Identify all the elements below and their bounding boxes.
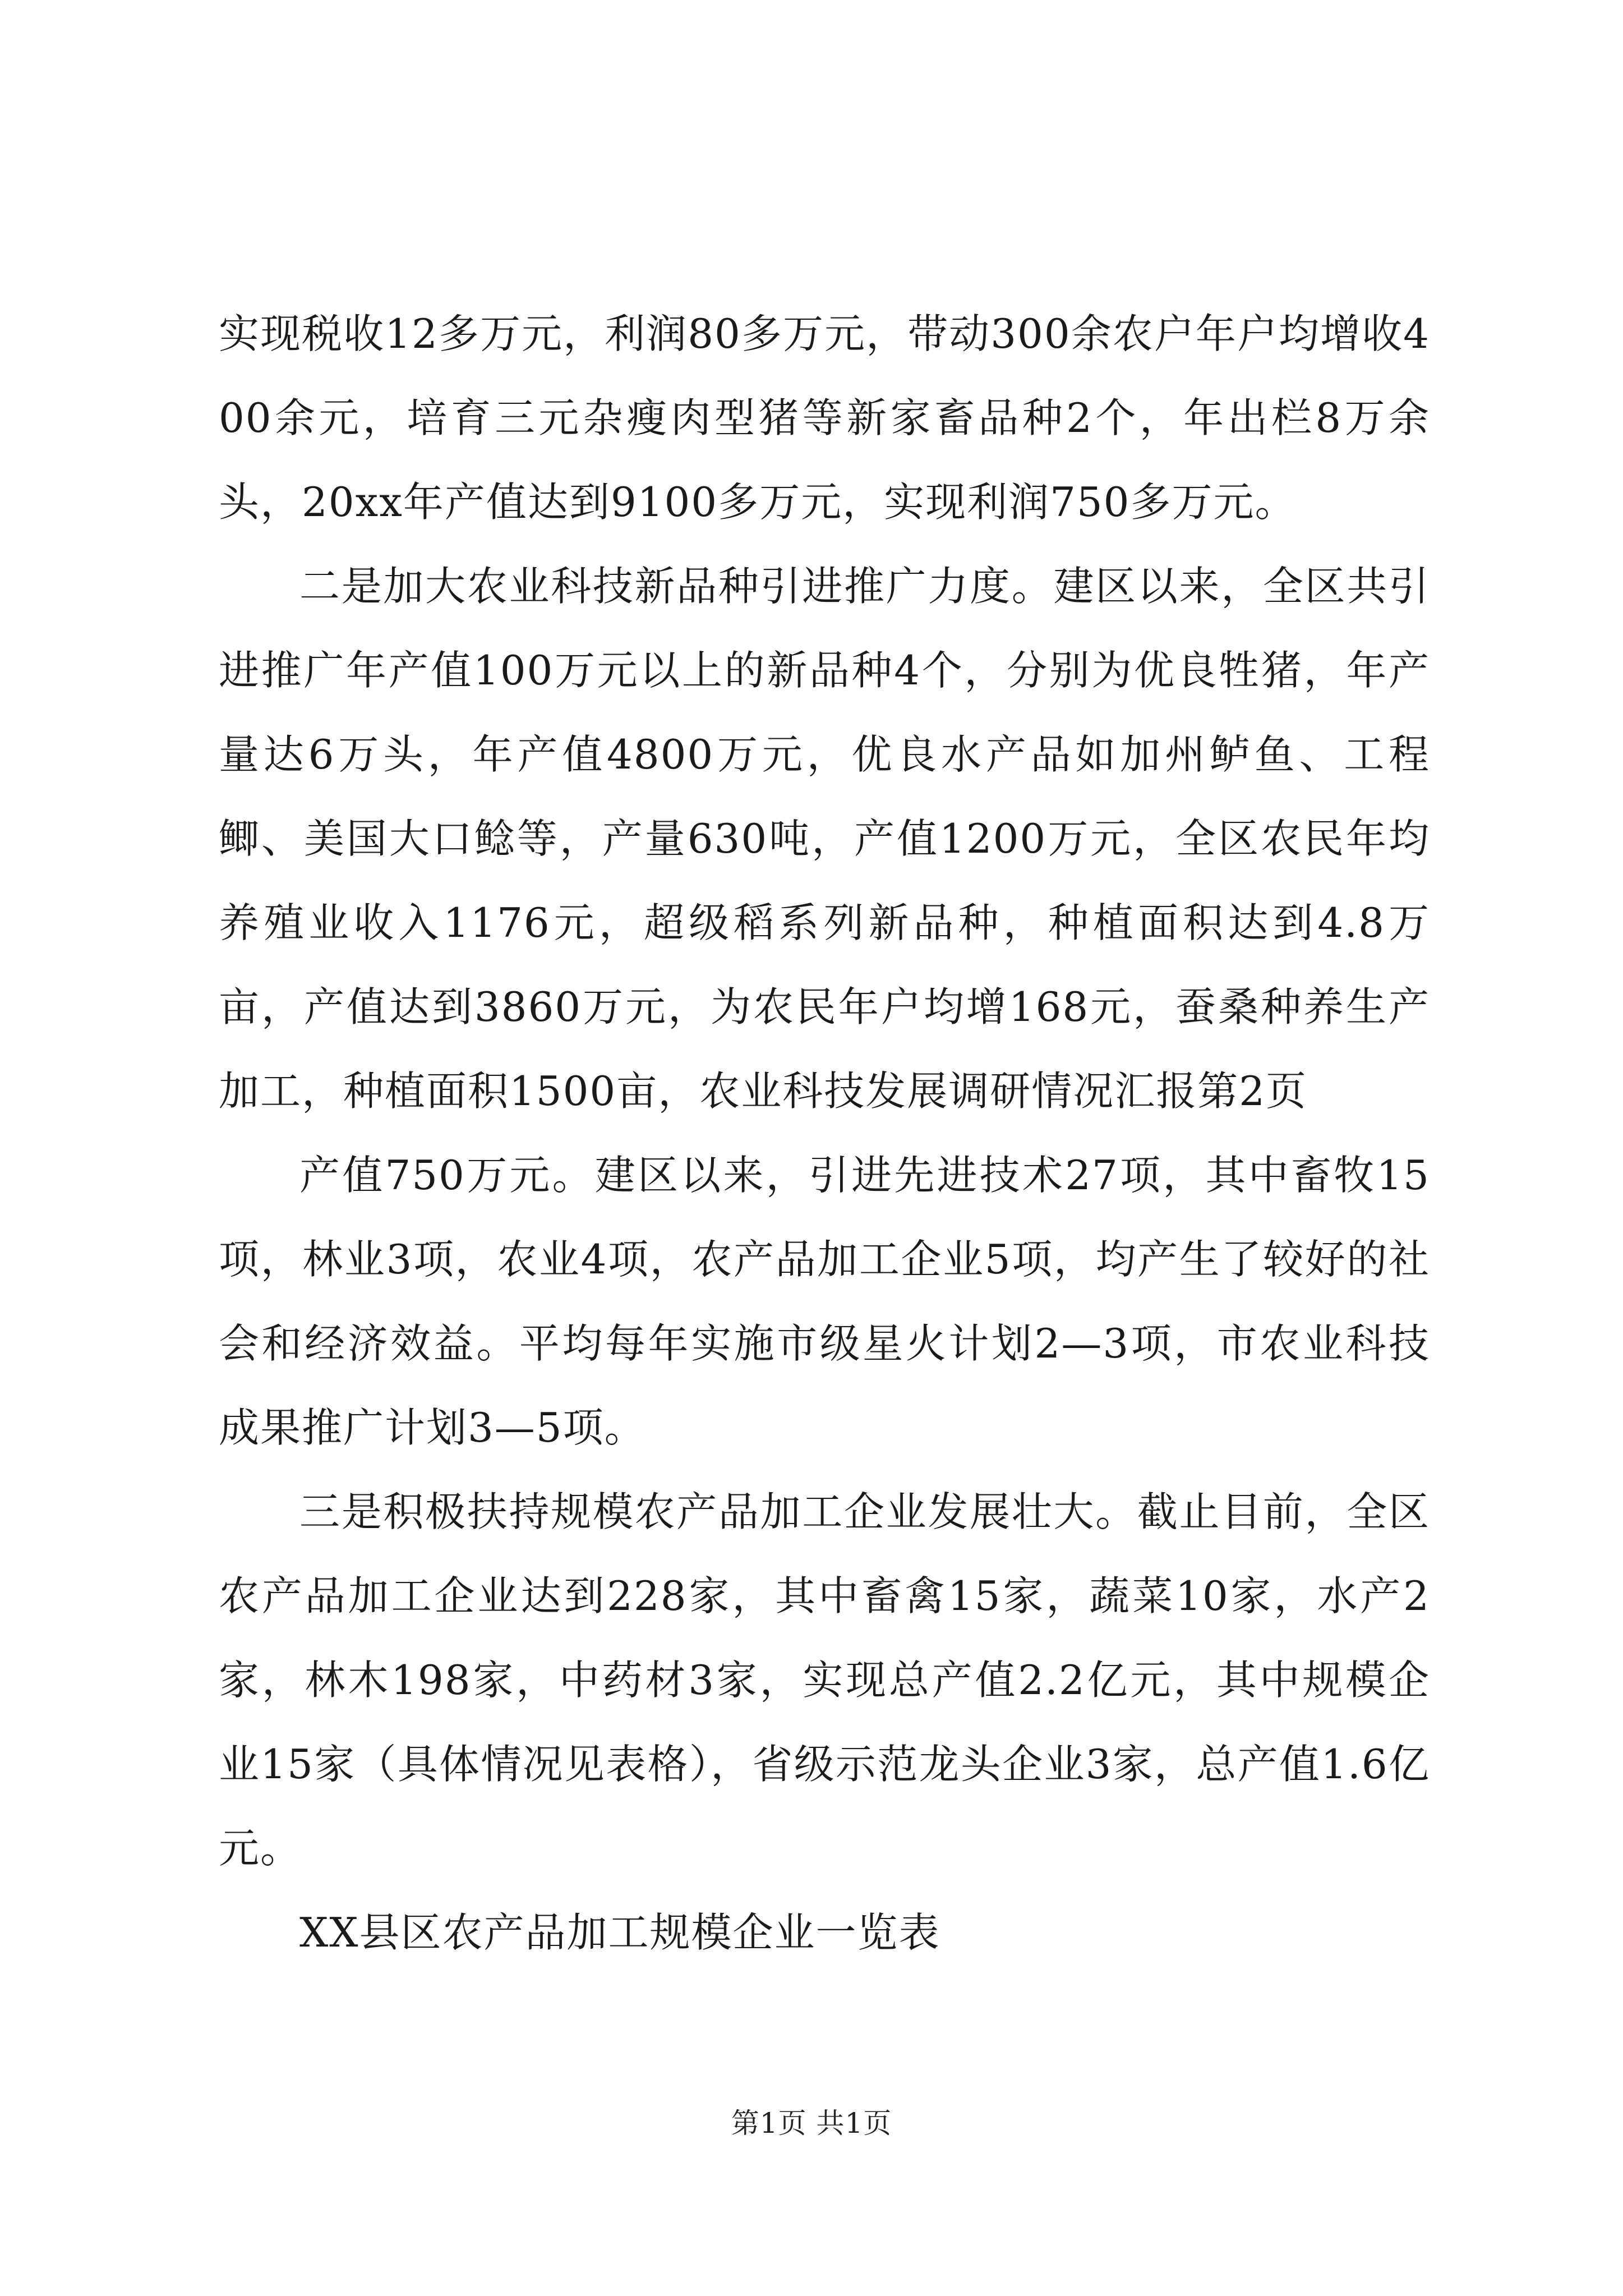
- paragraph-3: 产值750万元。建区以来，引进先进技术27项，其中畜牧15项，林业3项，农业4项，农产品加工企业5项，均产生了较好的社会和经济效益。平均每年实施市级星火计划2—3项，市农业科技成果推广计划3—5项。: [219, 1152, 1430, 1451]
- paragraph-1: 实现税收12多万元，利润80多万元，带动300余农户年户均增收400余元，培育三元杂瘦肉型猪等新家畜品种2个，年出栏8万余头，20xx年产值达到9100多万元，实现利润750多万元。: [219, 310, 1430, 526]
- page-footer: 第1页 共1页: [731, 2107, 892, 2139]
- paragraph-2: 二是加大农业科技新品种引进推广力度。建区以来，全区共引进推广年产值100万元以上的新品种4个，分别为优良牲猪，年产量达6万头，年产值4800万元，优良水产品如加州鲈鱼、工程鲫、美国大口鲶等，产量630吨，产值1200万元，全区农民年均养殖业收入1176元，超级稻系列新品种，种植面积达到4.8万亩，产值达到3860万元，为农民年户均增168元，蚕桑种养生产加工，种植面积1500亩，农业科技发展调研情况汇报第2页: [219, 563, 1430, 1115]
- document-body: [219, 292, 1430, 1975]
- table-caption: XX县区农产品加工规模企业一览表: [299, 1909, 940, 1956]
- paragraph-4: 三是积极扶持规模农产品加工企业发展壮大。截止目前，全区农产品加工企业达到228家，其中畜禽15家，蔬菜10家，水产2家，林木198家，中药材3家，实现总产值2.2亿元，其中规模企业15家（具体情况见表格），省级示范龙头企业3家，总产值1.6亿元。: [219, 1488, 1430, 1872]
